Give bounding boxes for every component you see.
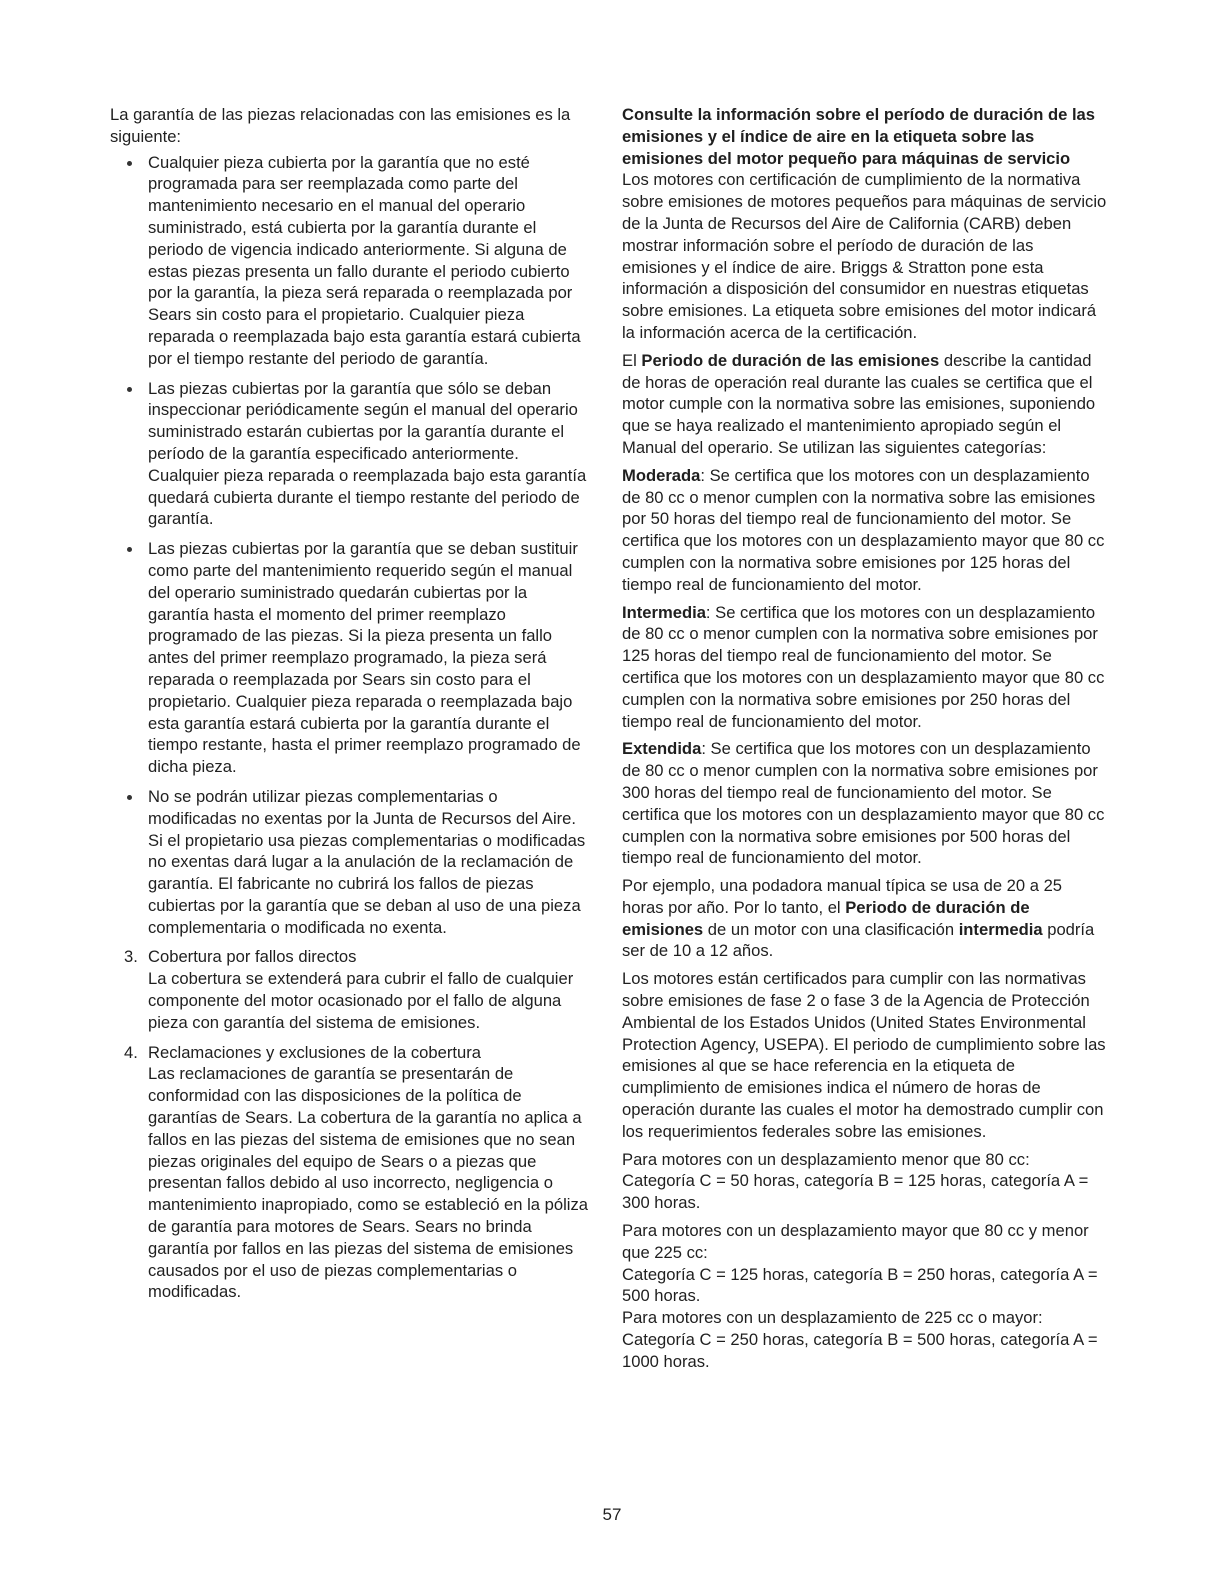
carb-paragraph: Los motores con certificación de cumplimiento de la normativa sobre emisiones de motores pequeños para máquinas de servicio de la Junta de Recursos del Aire de California (CARB) deben mostrar información sobre el período de duración de las emisiones y el índice de aire. Briggs & Stratton pone esta información a disposición del consumidor en nuestras etiquetas sobre emisiones. La etiqueta sobre emisiones del motor indicará la información acerca de la certificación. — [622, 170, 1107, 342]
category-condition: Para motores con un desplazamiento mayor que 80 cc y menor que 225 cc: — [622, 1221, 1089, 1262]
text-run: : Se certifica que los motores con un desplazamiento de 80 cc o menor cumplen con la normativa sobre emisiones por 300 horas del tiempo real de funcionamiento del motor. Se certifica que los motores con un desplazamiento mayor que 80 cc cumplen con la normativa sobre emisiones por 500 horas del tiempo real de funcionamiento del motor. — [622, 739, 1105, 868]
moderada-label: Moderada — [622, 465, 701, 485]
left-column — [110, 104, 588, 1311]
category-values: Categoría C = 250 horas, categoría B = 500 horas, categoría A = 1000 horas. — [622, 1330, 1098, 1371]
text-run: El — [622, 350, 642, 370]
category-block-1 — [622, 1149, 1108, 1214]
bullet-item — [148, 378, 588, 531]
category-condition: Para motores con un desplazamiento menor que 80 cc: — [622, 1149, 1030, 1169]
text-run: : Se certifica que los motores con un desplazamiento de 80 cc o menor cumplen con la normativa sobre las emisiones por 50 horas del tiempo real de funcionamiento del motor. Se certifica que los motores con un desplazamiento mayor que 80 cc cumplen con la normativa sobre emisiones por 125 horas del tiempo real de funcionamiento del motor. — [622, 465, 1105, 594]
intermedia-term: intermedia — [958, 919, 1043, 939]
numbered-item-4 — [110, 1042, 588, 1304]
bullet-item — [148, 786, 588, 939]
extendida-label: Extendida — [622, 739, 702, 759]
item-body: Las reclamaciones de garantía se presentarán de conformidad con las disposiciones de la política de garantías de Sears. La cobertura de la garantía no aplica a fallos en las piezas del sistema de emisiones que no sean piezas originales del equipo de Sears o a piezas que presentan fallos debido al uso incorrecto, negligencia o mantenimiento inapropiado, como se estableció en la póliza de garantía para motores de Sears. Sears no brinda garantía por fallos en las piezas del sistema de emisiones causados por el uso de piezas complementarias o modificadas. — [148, 1064, 589, 1302]
bullet-text: No se podrán utilizar piezas complementarias o modificadas no exentas por la Junta de Recursos del Aire. Si el propietario usa piezas complementarias o modificadas no exentas dará lugar a la anulación de la reclamación de garantía. El fabricante no cubrirá los fallos de piezas cubiertas por la garantía que se deban al uso de una pieza complementaria o modificada no exenta. — [148, 786, 586, 937]
bullet-icon — [127, 387, 132, 392]
bullet-text: Las piezas cubiertas por la garantía que se deban sustituir como parte del mantenimiento requerido según el manual del operario suministrado quedarán cubiertas por la garantía hasta el momento del primer reemplazo programado de las piezas. Si la pieza presenta un fallo antes del primer reemplazo programado, la pieza será reparada o reemplazada por Sears sin costo para el propietario. Cualquier pieza reparada o reemplazada bajo esta garantía estará cubierta por la garantía durante el tiempo restante, hasta el primer reemplazo programado de dicha pieza. — [148, 539, 581, 777]
page-number: 57 — [602, 1505, 622, 1524]
extendida-paragraph — [622, 738, 1108, 869]
numbered-item-3 — [110, 946, 588, 1033]
example-paragraph — [622, 875, 1108, 962]
category-values: Categoría C = 50 horas, categoría B = 125 horas, categoría A = 300 horas. — [622, 1171, 1089, 1213]
text-run: : Se certifica que los motores con un desplazamiento de 80 cc o menor cumplen con la normativa sobre emisiones por 125 horas del tiempo real de funcionamiento del motor. Se certifica que los motores con un desplazamiento mayor que 80 cc cumplen con la normativa sobre emisiones por 250 horas del tiempo real de funcionamiento del motor. — [622, 602, 1105, 731]
item-title: Reclamaciones y exclusiones de la cobertura — [148, 1042, 481, 1062]
category-condition: Para motores con un desplazamiento de 225 cc o mayor: — [622, 1308, 1043, 1328]
item-title: Cobertura por fallos directos — [148, 947, 357, 967]
category-values: Categoría C = 125 horas, categoría B = 250 horas, categoría A = 500 horas. — [622, 1264, 1098, 1306]
epa-paragraph: Los motores están certificados para cumplir con las normativas sobre emisiones de fase 2 o fase 3 de la Agencia de Protección Ambiental de los Estados Unidos (United States Environmental Protection Agency, USEPA). El periodo de cumplimiento sobre las emisiones al que se hace referencia en la etiqueta de cumplimiento de emisiones indica el número de horas de operación durante las cuales el motor ha demostrado cumplir con los requerimientos federales sobre las emisiones. — [622, 969, 1106, 1141]
bullet-icon — [127, 161, 132, 166]
intro-paragraph: La garantía de las piezas relacionadas con las emisiones es la siguiente: — [110, 105, 571, 146]
bullet-text: Las piezas cubiertas por la garantía que sólo se deban inspeccionar periódicamente según el manual del operario suministrado estarán cubiertas por la garantía durante el período de la garantía especificado anteriormente. Cualquier pieza reparada o reemplazada bajo esta garantía quedará cubierta durante el tiempo restante del periodo de garantía. — [148, 378, 587, 529]
bullet-icon — [127, 547, 132, 552]
intermedia-paragraph — [622, 602, 1108, 733]
text-run: de un motor con una clasificación — [703, 919, 959, 939]
bullet-item — [148, 538, 588, 778]
text-run: describe la cantidad de horas de operación real durante las cuales se certifica que el motor cumple con la normativa sobre las emisiones, suponiendo que se haya realizado el mantenimiento apropiado según el Manual del operario. Se utilizan las siguientes categorías: — [622, 350, 1096, 457]
category-block-3 — [622, 1307, 1108, 1372]
duration-paragraph — [622, 350, 1108, 459]
intermedia-label: Intermedia — [622, 602, 706, 622]
moderada-paragraph — [622, 465, 1108, 596]
text-run: podría ser de 10 a 12 años. — [622, 919, 1095, 961]
warranty-bullet-list — [110, 152, 588, 939]
bullet-item — [148, 152, 588, 370]
category-block-2 — [622, 1220, 1108, 1307]
item-number: 4. — [124, 1042, 138, 1062]
duration-term: Periodo de duración de las emisiones — [641, 350, 940, 370]
item-body: La cobertura se extenderá para cubrir el fallo de cualquier componente del motor ocasionado por el fallo de alguna pieza con garantía del sistema de emisiones. — [148, 969, 574, 1032]
text-run: Por ejemplo, una podadora manual típica se usa de 20 a 25 horas por año. Por lo tanto, el — [622, 876, 1063, 917]
right-column — [622, 104, 1108, 1379]
section-heading: Consulte la información sobre el período de duración de las emisiones y el índice de aire en la etiqueta sobre las emisiones del motor pequeño para máquinas de servicio — [622, 105, 1096, 168]
bullet-icon — [127, 795, 132, 800]
bullet-text: Cualquier pieza cubierta por la garantía que no esté programada para ser reemplazada como parte del mantenimiento necesario en el manual del operario suministrado, está cubierta por la garantía durante el periodo de vigencia indicado anteriormente. Si alguna de estas piezas presenta un fallo durante el periodo cubierto por la garantía, la pieza será reparada o reemplazada por Sears sin costo para el propietario. Cualquier pieza reparada o reemplazada bajo esta garantía estará cubierta por el tiempo restante del periodo de garantía. — [148, 152, 581, 368]
duration-term: Periodo de duración de emisiones — [622, 897, 1030, 939]
item-number: 3. — [124, 947, 138, 967]
